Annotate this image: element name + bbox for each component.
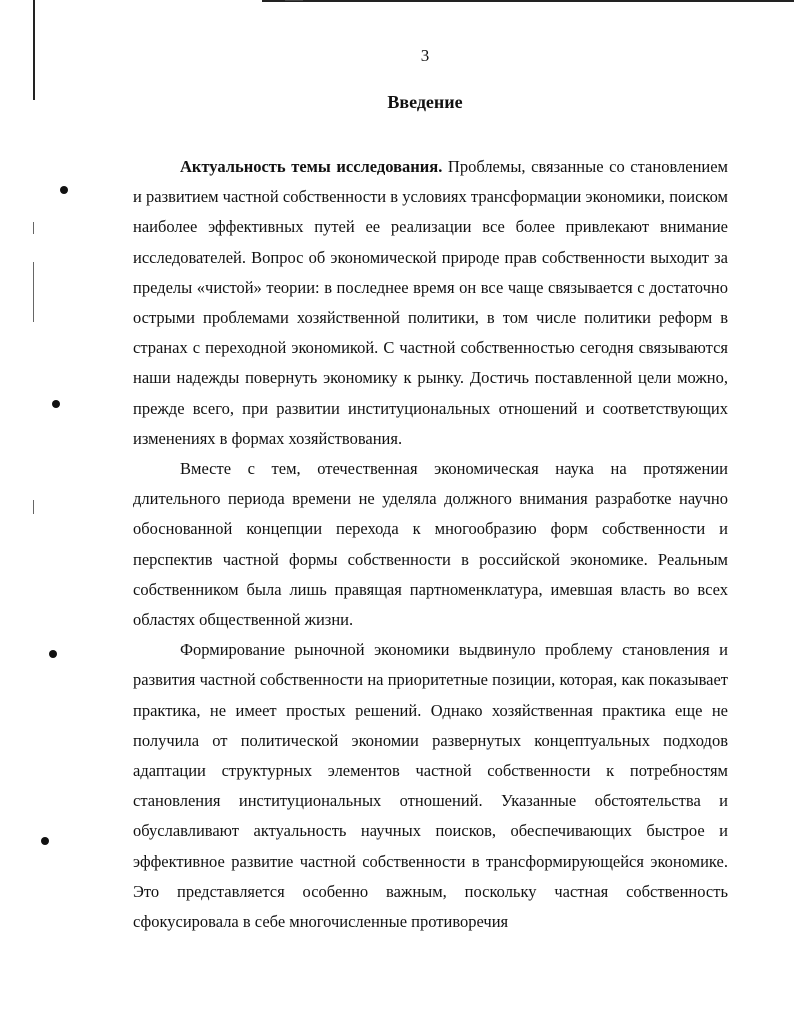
paragraph-text: Проблемы, связанные со становлением и развитием частной собственности в условиях трансформации экономики, поиском наиболее эффективных путей ее реализации все более привлекают внимание исследователей. Вопрос об экономической природе прав собственности выходит за пределы «чистой» теории: в последнее время он все чаще связывается с достаточно острыми проблемами хозяйственной политики, в том числе политики реформ в странах с переходной экономикой. С частной собственностью сегодня связываются наши надежды повернуть экономику к рынку. Достичь поставленной цели можно, прежде всего, при развитии институциональных отношений и соответствующих изменениях в формах хозяйствования. [133,157,728,448]
paragraph-market-formation: Формирование рыночной экономики выдвинуло проблему становления и развития частной собственности на приоритетные позиции, которая, как показывает практика, не имеет простых решений. Однако хозяйственная практика еще не получила от политической экономии развернутых концептуальных подходов адаптации структурных элементов частной собственности к потребностям становления институциональных отношений. Указанные обстоятельства и обуславливают актуальность научных поисков, обеспечивающих быстрое и эффективное развитие частной собственности в трансформирующейся экономике. Это представляется особенно важным, поскольку частная собственность сфокусировала в себе многочисленные противоречия [133,640,728,932]
scan-left-mark [33,262,34,322]
page-number: 3 [420,46,430,65]
section-heading: Введение [387,92,463,112]
scan-left-mark [33,500,34,514]
scan-edge-line [262,0,794,2]
scan-left-mark [33,222,34,234]
punch-hole-mark [49,650,57,658]
punch-hole-mark [60,186,68,194]
document-body [133,152,728,937]
scan-edge-mark [285,0,303,1]
punch-hole-mark [52,400,60,408]
paragraph-relevance [133,152,728,454]
punch-hole-mark [41,837,49,845]
paragraph-lead: Актуальность темы исследования. [180,157,443,176]
paragraph-science-gap: Вместе с тем, отечественная экономическая наука на протяжении длительного периода времени не уделяла должного внимания разработке научно обоснованной концепции перехода к многообразию форм собственности и перспектив частной формы собственности в российской экономике. Реальным собственником была лишь правящая партноменклатура, имевшая власть во всех областях общественной жизни. [133,459,728,630]
